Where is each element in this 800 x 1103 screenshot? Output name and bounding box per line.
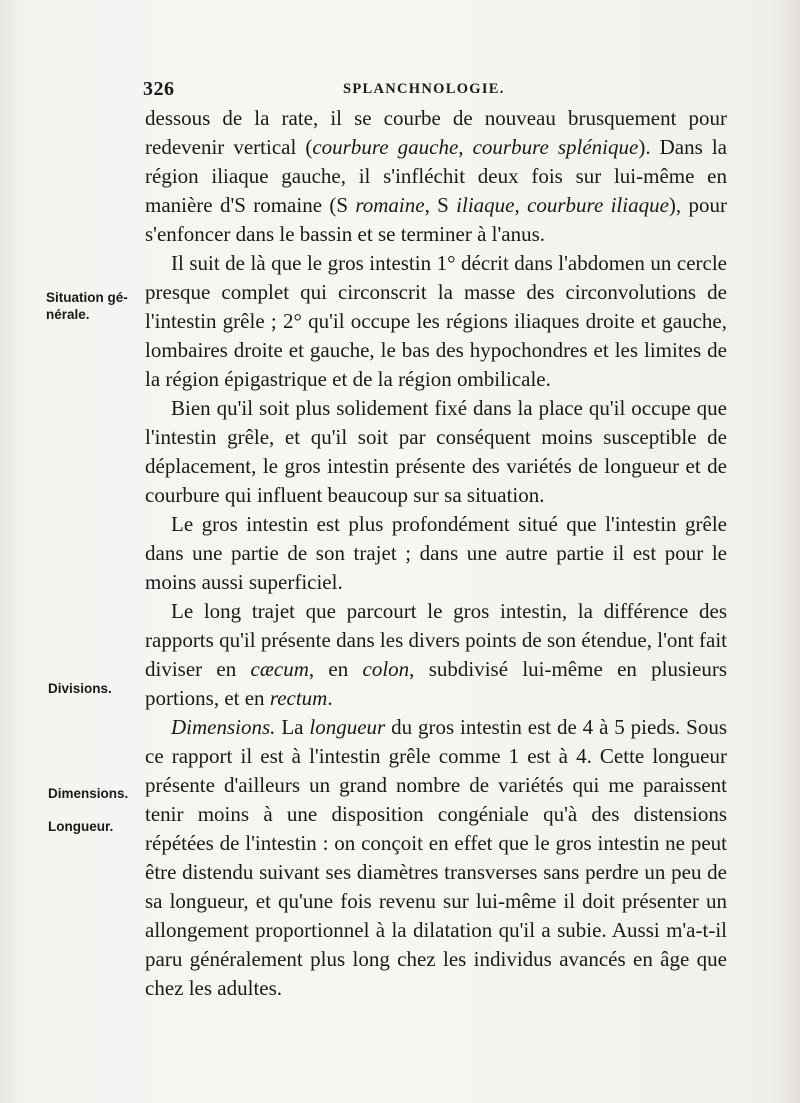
text-run: ,	[514, 193, 528, 217]
margin-note-divisions: Divisions.	[48, 681, 112, 696]
text-run: du gros intestin est de 4 à 5 pieds. Sous ce rapport il est à l'intestin grêle comme 1 est à 4. Cette longueur présente d'ailleurs un grand nombre de variétés qui me paraissent tenir moins à une disposition congéniale qu'à des distensions répétées de l'intestin : on conçoit en effet que le gros intestin ne peut être distendu suivant ses diamètres transverses sans perdre un peu de sa longueur, et qu'une fois revenu sur lui-même il doit présenter un allongement proportionnel à la dilatation qu'il a subie. Aussi m'a-t-il paru généralement plus long chez les individus avancés en âge que chez les adultes.	[145, 715, 727, 1000]
text-run: dessous de la rate, il se courbe de nouveau brusquement pour redevenir vertical (	[145, 106, 727, 159]
page-header	[143, 78, 728, 102]
text-run: ). Dans la région iliaque gauche, il s'infléchit deux fois sur lui-même en manière d'S romaine (S	[145, 135, 727, 217]
text-run: Le long trajet que parcourt le gros intestin, la différence des rapports qu'il présente dans les divers points de son étendue, l'ont fait diviser en	[145, 599, 727, 681]
margin-note-dimensions: Dimensions.	[48, 786, 129, 801]
margin-note-situation	[46, 289, 138, 323]
body-text	[145, 104, 727, 1003]
italic-term: courbure iliaque	[527, 193, 669, 217]
text-run: Bien qu'il soit plus solidement fixé dans la place qu'il occupe que l'intestin grêle, et qu'il soit par conséquent moins susceptible de déplacement, le gros intestin présente des variétés de longueur et de courbure qui influent beaucoup sur sa situation.	[145, 396, 727, 507]
italic-term: courbure gauche, courbure splénique	[312, 135, 639, 159]
margin-note-situation-line1: Situation gé-	[46, 290, 128, 305]
paragraph-dimensions	[145, 713, 727, 1003]
paragraph-divisions	[145, 597, 727, 713]
text-run: , en	[308, 657, 363, 681]
text-run: La	[275, 715, 310, 739]
italic-term: iliaque	[456, 193, 515, 217]
text-run: ), pour s'enfoncer dans le bassin et se terminer à l'anus.	[145, 193, 727, 246]
italic-term: colon	[362, 657, 410, 681]
margin-note-situation-line2: nérale.	[46, 307, 90, 322]
italic-term: longueur	[309, 715, 386, 739]
italic-term: cæcum	[250, 657, 309, 681]
text-run: Il suit de là que le gros intestin 1° décrit dans l'abdomen un cercle presque complet qui circonscrit la masse des circonvolutions de l'intestin grêle ; 2° qu'il occupe les régions iliaques droite et gauche, lombaires droite et gauche, le bas des hypochondres et les limites de la région épigastrique et de la région ombilicale.	[145, 251, 727, 391]
running-title: SPLANCHNOLOGIE.	[343, 81, 505, 97]
text-run: , S	[424, 193, 457, 217]
text-run: , subdivisé lui-même en plusieurs portions, et en	[145, 657, 727, 710]
italic-heading: Dimensions.	[171, 715, 276, 739]
page-number: 326	[143, 78, 175, 100]
text-run: Le gros intestin est plus profondément situé que l'intestin grêle dans une partie de son trajet ; dans une autre partie il est pour le moins aussi superficiel.	[145, 512, 727, 594]
italic-term: rectum	[269, 686, 328, 710]
paragraph-depth	[145, 510, 727, 597]
paragraph-curvature	[145, 104, 727, 249]
margin-note-longueur: Longueur.	[48, 819, 114, 834]
paragraph-fixation	[145, 394, 727, 510]
text-run: .	[327, 686, 333, 710]
paragraph-situation	[145, 249, 727, 394]
italic-term: romaine	[355, 193, 425, 217]
